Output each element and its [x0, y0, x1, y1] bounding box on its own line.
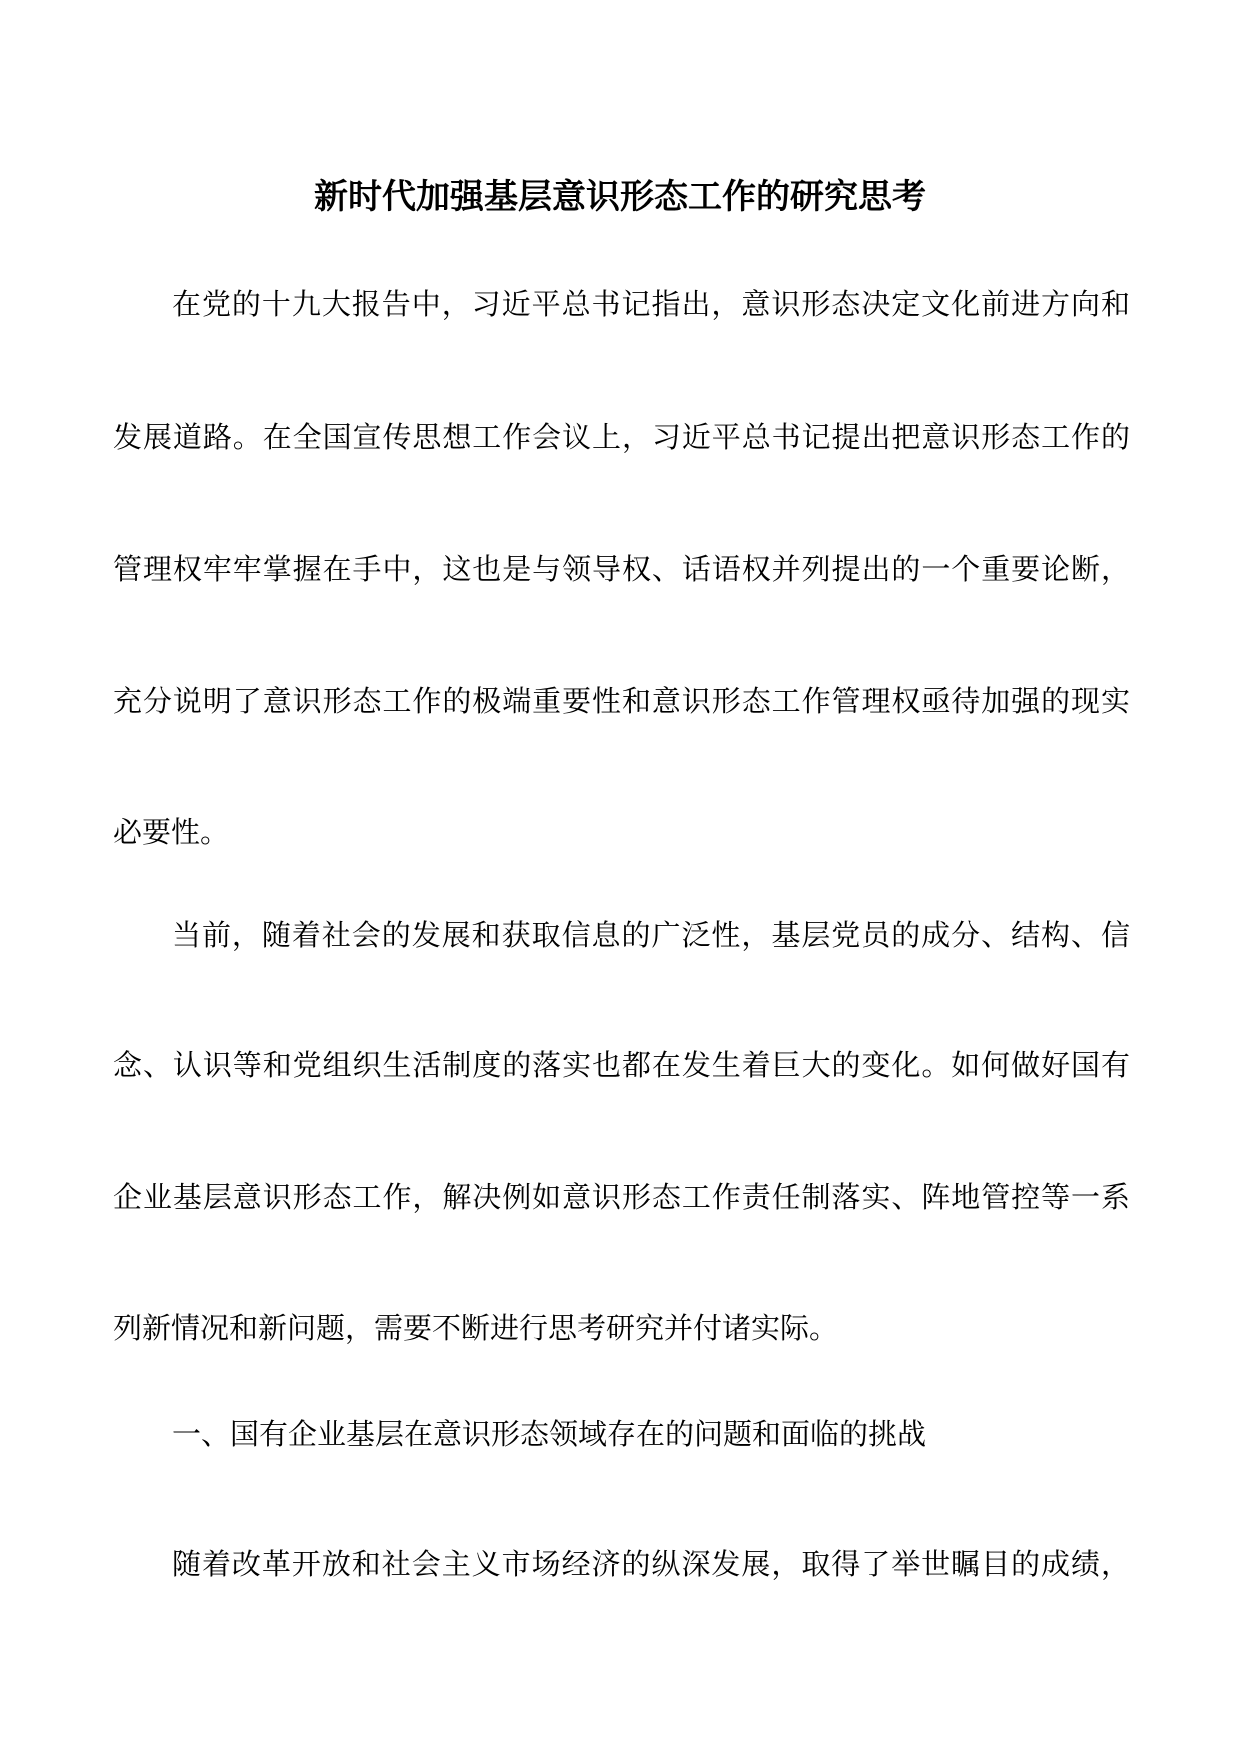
paragraph-line: 列新情况和新问题，需要不断进行思考研究并付诸实际。 — [113, 1311, 839, 1345]
paragraph-line: 当前，随着社会的发展和获取信息的广泛性，基层党员的成分、结构、信 — [172, 918, 1130, 952]
paragraph-line: 充分说明了意识形态工作的极端重要性和意识形态工作管理权亟待加强的现实 — [113, 684, 1130, 718]
section-heading-text: 一、国有企业基层在意识形态领域存在的问题和面临的挑战 — [172, 1417, 927, 1451]
paragraph-line: 必要性。 — [113, 815, 230, 849]
paragraph-line: 企业基层意识形态工作，解决例如意识形态工作责任制落实、阵地管控等一系 — [113, 1180, 1130, 1214]
paragraph-line: 在党的十九大报告中，习近平总书记指出，意识形态决定文化前进方向和 — [172, 287, 1130, 321]
paragraph-line: 管理权牢牢掌握在手中，这也是与领导权、话语权并列提出的一个重要论断， — [113, 552, 1130, 586]
paragraph-line: 随着改革开放和社会主义市场经济的纵深发展，取得了举世瞩目的成绩， — [172, 1547, 1130, 1581]
paragraph-line: 发展道路。在全国宣传思想工作会议上，习近平总书记提出把意识形态工作的 — [113, 420, 1130, 454]
document-title: 新时代加强基层意识形态工作的研究思考 — [314, 177, 926, 217]
paragraph-line: 念、认识等和党组织生活制度的落实也都在发生着巨大的变化。如何做好国有 — [113, 1048, 1130, 1082]
